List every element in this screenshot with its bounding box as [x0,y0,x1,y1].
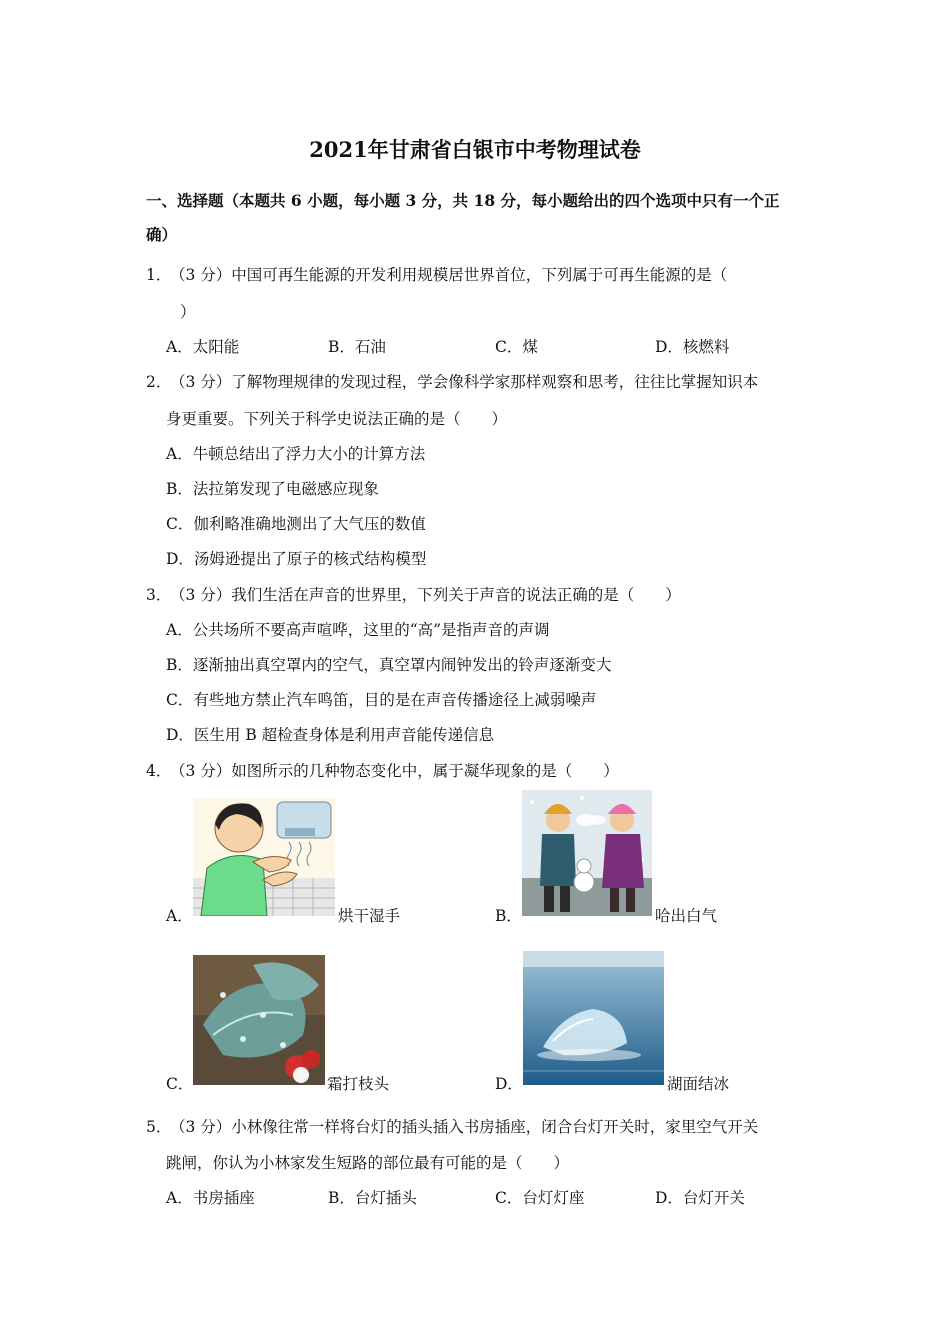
option-c[interactable]: C．煤 [495,338,538,356]
section-heading-line1: 一、选择题（本题共 6 小题，每小题 3 分，共 18 分，每小题给出的四个选项中只有一个正 [146,191,780,210]
question-number: 5． [146,1118,172,1136]
option-c[interactable]: C．有些地方禁止汽车鸣笛，目的是在声音传播途径上减弱噪声 [166,691,597,709]
option-c-caption: 霜打枝头 [327,1075,390,1093]
option-d[interactable]: D．医生用 B 超检查身体是利用声音能传递信息 [166,726,495,744]
option-c[interactable]: C．台灯灯座 [495,1189,585,1207]
option-d-letter[interactable]: D． [495,1075,523,1093]
page-title: 2021年甘肃省白银市中考物理试卷 [309,137,641,162]
frost-leaves-image[interactable] [193,955,325,1085]
section-heading [146,184,816,252]
option-d-caption: 湖面结冰 [667,1075,730,1093]
cold-breath-image[interactable] [522,790,652,916]
option-a[interactable]: A．牛顿总结出了浮力大小的计算方法 [166,445,426,463]
option-b[interactable]: B．台灯插头 [328,1189,417,1207]
question-text-cont: 身更重要。下列关于科学史说法正确的是（ ） [166,410,508,428]
question-number: 1． [146,266,172,284]
option-b-letter[interactable]: B． [495,907,522,925]
question-text: （3 分）我们生活在声音的世界里，下列关于声音的说法正确的是（ ） [170,586,681,604]
option-d[interactable]: D．台灯开关 [655,1189,745,1207]
question-number: 4． [146,762,172,780]
question-number: 3． [146,586,172,604]
lake-ice-image[interactable] [523,951,664,1085]
option-c-letter[interactable]: C． [166,1075,194,1093]
option-b[interactable]: B．法拉第发现了电磁感应现象 [166,480,379,498]
option-b[interactable]: B．逐渐抽出真空罩内的空气，真空罩内闹钟发出的铃声逐渐变大 [166,656,612,674]
option-a-letter[interactable]: A． [166,907,193,925]
hand-dryer-image[interactable] [193,798,335,916]
question-text-cont: 跳闸，你认为小林家发生短路的部位最有可能的是（ ） [166,1154,570,1172]
option-c[interactable]: C．伽利略准确地测出了大气压的数值 [166,515,426,533]
option-d[interactable]: D．汤姆逊提出了原子的核式结构模型 [166,550,427,568]
question-text: （3 分）如图所示的几种物态变化中，属于凝华现象的是（ ） [170,762,619,780]
question-text: （3 分）中国可再生能源的开发利用规模居世界首位，下列属于可再生能源的是（ [170,266,728,284]
option-a[interactable]: A．公共场所不要高声喧哗，这里的“高”是指声音的声调 [166,621,550,639]
option-a[interactable]: A．书房插座 [166,1189,255,1207]
option-b[interactable]: B．石油 [328,338,386,356]
option-a[interactable]: A．太阳能 [166,338,240,356]
option-a-caption: 烘干湿手 [338,907,401,925]
option-b-caption: 哈出白气 [655,907,718,925]
section-heading-line2: 确） [146,225,178,244]
question-text: （3 分）了解物理规律的发现过程，学会像科学家那样观察和思考，往往比掌握知识本 [170,373,759,391]
question-number: 2． [146,373,172,391]
option-d[interactable]: D．核燃料 [655,338,730,356]
question-text: （3 分）小林像往常一样将台灯的插头插入书房插座，闭合台灯开关时，家里空气开关 [170,1118,759,1136]
question-text-cont: ） [180,303,196,321]
